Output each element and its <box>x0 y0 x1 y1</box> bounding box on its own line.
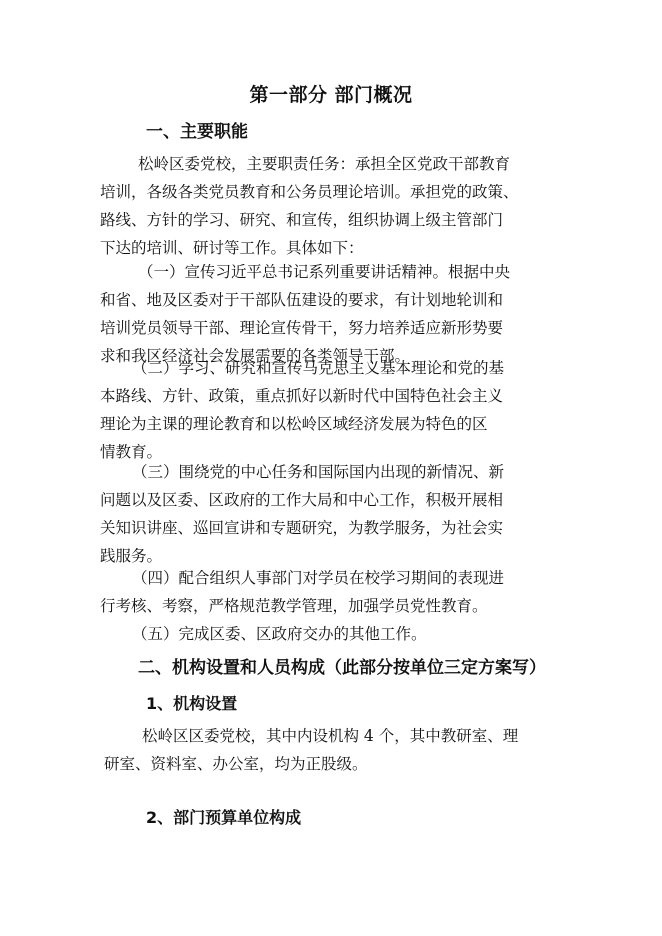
page-title: 第一部分 部门概况 <box>249 84 413 106</box>
section1-heading: 一、主要职能 <box>146 122 248 142</box>
paragraph-line: 松岭区区委党校，其中内设机构 4 个，其中教研室、理 <box>142 727 519 745</box>
section2-heading: 二、机构设置和人员构成（此部分按单位三定方案写） <box>138 658 546 678</box>
section2-sub1-heading: 1、机构设置 <box>146 694 238 713</box>
paragraph-line: （三）围绕党的中心任务和国际国内出现的新情况、新 <box>132 463 505 481</box>
paragraph-line: 路线、方针的学习、研究、和宣传，组织协调上级主管部门 <box>100 211 504 229</box>
paragraph-line: 求和我区经济社会发展需要的各类领导干部。 <box>100 347 411 365</box>
paragraph-line: 培训党员领导干部、理论宣传骨干，努力培养适应新形势要 <box>100 319 504 337</box>
paragraph-line: 松岭区委党校，主要职责任务：承担全区党政干部教育 <box>138 155 511 173</box>
paragraph-line: 培训，各级各类党员教育和公务员理论培训。承担党的政策、 <box>100 183 519 201</box>
paragraph-line: 本路线、方针、政策，重点抓好以新时代中国特色社会主义 <box>100 387 504 405</box>
item2-paragraph <box>100 354 562 466</box>
paragraph-line: 下达的培训、研讨等工作。具体如下： <box>100 239 364 257</box>
item5-paragraph <box>100 620 562 648</box>
paragraph-line: 问题以及区委、区政府的工作大局和中心工作，积极开展相 <box>100 491 504 509</box>
paragraph-line: （四）配合组织人事部门对学员在校学习期间的表现进 <box>132 569 505 587</box>
item4-paragraph <box>100 564 562 620</box>
paragraph-line: 行考核、考察，严格规范教学管理，加强学员党性教育。 <box>100 597 488 615</box>
section2-sub2-heading: 2、部门预算单位构成 <box>146 808 302 827</box>
paragraph-line: （一）宣传习近平总书记系列重要讲话精神。根据中央 <box>138 263 511 281</box>
paragraph-line: 和省、地及区委对于干部队伍建设的要求，有计划地轮训和 <box>100 291 504 309</box>
paragraph-line: （二）学习、研究和宣传马克思主义基本理论和党的基 <box>132 359 505 377</box>
paragraph-line: 理论为主课的理论教育和以松岭区域经济发展为特色的区 <box>100 415 488 433</box>
paragraph-line: 践服务。 <box>100 547 163 565</box>
section1-intro-paragraph <box>100 150 562 262</box>
paragraph-line: 关知识讲座、巡回宣讲和专题研究，为教学服务，为社会实 <box>100 519 504 537</box>
paragraph-line: 情教育。 <box>100 443 163 461</box>
item3-paragraph <box>100 458 562 570</box>
paragraph-line: （五）完成区委、区政府交办的其他工作。 <box>132 625 427 643</box>
section2-sub1-paragraph <box>104 722 562 778</box>
paragraph-line: 研室、资料室、办公室，均为正股级。 <box>104 755 368 773</box>
